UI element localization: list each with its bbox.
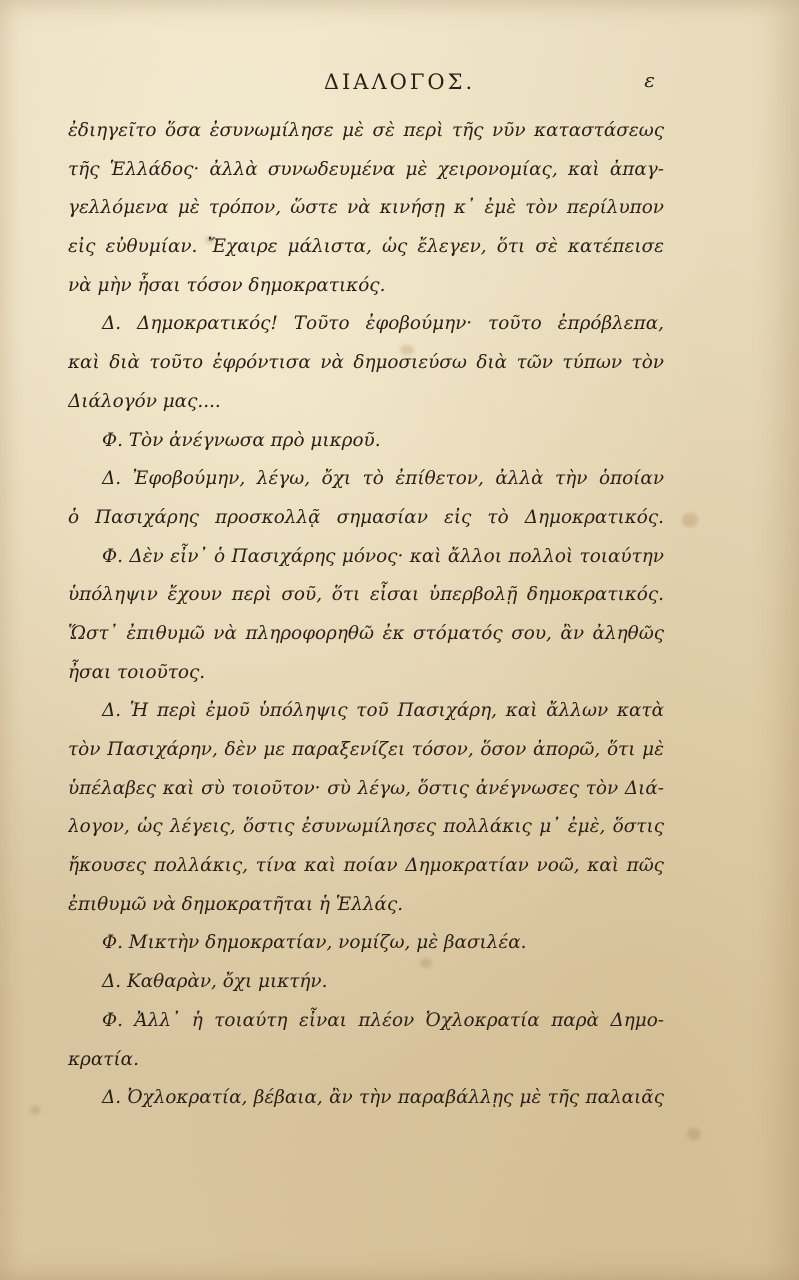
text-line: κρατία. — [68, 1048, 139, 1070]
text-line: ἐπιθυμῶ νὰ δημοκρατῆται ἡ Ἑλλάς. — [68, 893, 404, 915]
text-line: Δ. Καθαρὰν, ὄχι μικτήν. — [102, 971, 328, 993]
text-line: ὑπέλαβες καὶ σὺ τοιοῦτον· σὺ λέγω, ὅστις ἀνέγνωσες τὸν Διά- — [68, 777, 664, 799]
text-line: Φ. Ἀλλ᾽ ἡ τοιαύτη εἶναι πλέον Ὀχλοκρατία παρὰ Δημο- — [102, 1009, 664, 1031]
text-line: Φ. Τὸν ἀνέγνωσα πρὸ μικροῦ. — [102, 429, 381, 451]
text-line: Ὥστ᾽ ἐπιθυμῶ νὰ πληροφορηθῶ ἐκ στόματός σου, ἂν ἀληθῶς — [68, 622, 664, 644]
text-line: λογον, ὡς λέγεις, ὅστις ἐσυνωμίλησες πολλάκις μ᾽ ἐμὲ, ὅστις — [68, 816, 664, 838]
page-header — [0, 62, 799, 102]
text-line: Δ. Δημοκρατικός! Τοῦτο ἐφοβούμην· τοῦτο ἐπρόβλεπα, — [102, 313, 664, 335]
text-line: Δ. Ἐφοβούμην, λέγω, ὄχι τὸ ἐπίθετον, ἀλλὰ τὴν ὁποίαν — [102, 468, 664, 490]
text-line: ἤκουσες πολλάκις, τίνα καὶ ποίαν Δημοκρατίαν νοῶ, καὶ πῶς — [68, 855, 664, 877]
text-line: εἰς εὐθυμίαν. Ἔχαιρε μάλιστα, ὡς ἔλεγεν, ὅτι σὲ κατέπεισε — [68, 236, 664, 258]
text-line: Δ. Ἡ περὶ ἐμοῦ ὑπόληψις τοῦ Πασιχάρη, καὶ ἄλλων κατὰ — [102, 700, 664, 722]
foxing-spot — [682, 513, 698, 527]
running-head: ΔΙΑΛΟΓΟΣ. — [323, 70, 476, 94]
text-line: ὑπόληψιν ἔχουν περὶ σοῦ, ὅτι εἶσαι ὑπερβολῇ δημοκρατικός. — [68, 584, 664, 606]
text-line: Φ. Δὲν εἶν᾽ ὁ Πασιχάρης μόνος· καὶ ἄλλοι πολλοὶ τοιαύτην — [102, 545, 664, 567]
text-line: καὶ διὰ τοῦτο ἐφρόντισα νὰ δημοσιεύσω διὰ τῶν τύπων τὸν — [68, 352, 664, 374]
text-line: τὸν Πασιχάρην, δὲν με παραξενίζει τόσον, ὅσον ἀπορῶ, ὅτι μὲ — [68, 739, 664, 760]
foxing-spot — [687, 1128, 701, 1140]
text-line: ὁ Πασιχάρης προσκολλᾷ σημασίαν εἰς τὸ Δημοκρατικός. — [68, 506, 664, 528]
text-line: ἦσαι τοιοῦτος. — [68, 661, 206, 683]
text-line: ἐδιηγεῖτο ὅσα ἐσυνωμίλησε μὲ σὲ περὶ τῆς νῦν καταστάσεως — [68, 120, 664, 141]
text-line: Δ. Ὀχλοκρατία, βέβαια, ἂν τὴν παραβάλλῃς μὲ τῆς παλαιᾶς — [102, 1087, 664, 1109]
text-line: Φ. Μικτὴν δημοκρατίαν, νομίζω, μὲ βασιλέα. — [102, 932, 527, 954]
text-line: Διάλογόν μας.... — [68, 390, 221, 412]
text-line: τῆς Ἑλλάδος· ἀλλὰ συνωδευμένα μὲ χειρονομίας, καὶ ἀπαγ- — [68, 158, 664, 180]
body-text — [68, 112, 664, 1118]
page-number: ε — [644, 68, 655, 92]
foxing-spot — [30, 1106, 40, 1114]
text-line: νὰ μὴν ἦσαι τόσον δημοκρατικός. — [68, 274, 386, 296]
text-line: γελλόμενα μὲ τρόπον, ὥστε νὰ κινήσῃ κ᾽ ἐμὲ τὸν περίλυπον — [68, 197, 664, 219]
